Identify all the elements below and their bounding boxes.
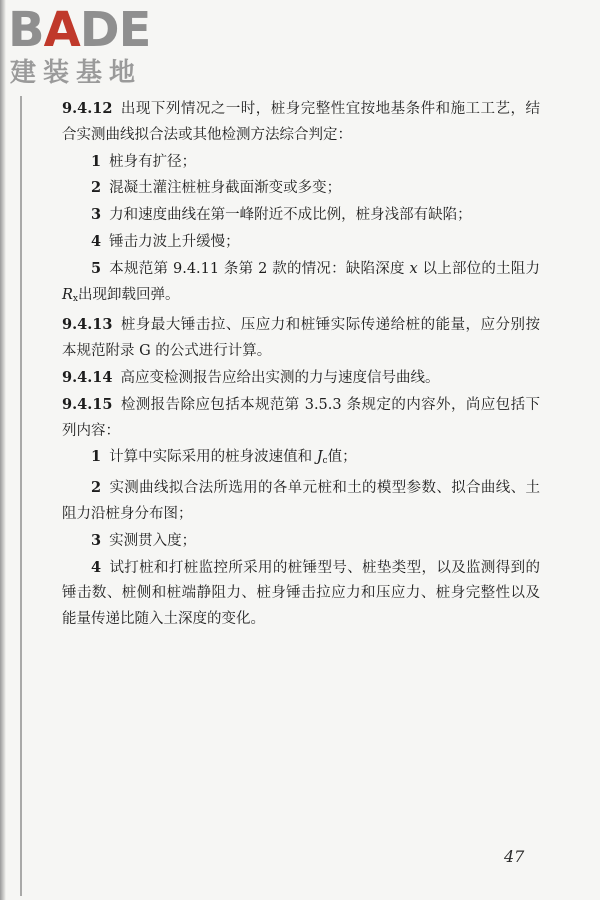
item-text-part: 以上部位的土阻力 — [422, 260, 541, 277]
logo-letter-a: A — [43, 2, 80, 58]
list-item — [62, 555, 540, 633]
item-text-part: 本规范第 9.4.11 条第 2 款的情况：缺陷深度 — [109, 260, 405, 277]
list-item — [62, 256, 540, 313]
item-number: 5 — [91, 259, 102, 277]
item-number: 4 — [91, 558, 102, 576]
list-item — [62, 175, 540, 202]
list-item — [62, 444, 540, 475]
item-number: 3 — [91, 206, 102, 224]
list-item — [62, 149, 540, 176]
item-text: 实测曲线拟合法所选用的各单元桩和土的模型参数、拟合曲线、土阻力沿桩身分布图； — [62, 480, 540, 522]
book-spine-shadow — [0, 0, 6, 900]
logo-wordmark — [8, 4, 150, 56]
clause-number: 9.4.13 — [62, 316, 113, 334]
list-item — [62, 229, 540, 256]
clause-text: 桩身最大锤击拉、压应力和桩锤实际传递给桩的能量，应分别按本规范附录 G 的公式进行计算。 — [62, 317, 540, 360]
binding-edge-line — [20, 96, 22, 896]
page-number: 47 — [504, 847, 525, 866]
clause-text: 高应变检测报告应给出实测的力与速度信号曲线。 — [120, 369, 440, 386]
clause-text: 出现下列情况之一时，桩身完整性宜按地基条件和施工工艺，结合实测曲线拟合法或其他检测方法综合判定： — [62, 101, 540, 143]
logo-letters-de: DE — [79, 2, 151, 58]
list-item — [62, 202, 540, 229]
clause-9-4-14 — [62, 365, 540, 392]
item-text: 混凝土灌注桩桩身截面渐变或多变； — [109, 180, 342, 197]
item-text-part: 计算中实际采用的桩身波速值和 — [109, 449, 313, 466]
clause-9-4-15 — [62, 392, 540, 445]
list-item — [62, 528, 540, 555]
item-number: 1 — [91, 448, 102, 466]
item-text-part: 出现卸载回弹。 — [78, 286, 180, 303]
clause-9-4-12 — [62, 96, 540, 149]
clause-number: 9.4.15 — [62, 395, 113, 413]
math-variable: R — [62, 286, 73, 303]
page-body — [62, 96, 540, 633]
item-text: 锤击力波上升缓慢； — [109, 233, 240, 250]
clause-9-4-13 — [62, 312, 540, 365]
clause-text: 检测报告除应包括本规范第 3.5.3 条规定的内容外，尚应包括下列内容： — [62, 396, 540, 439]
math-subscript: x — [72, 293, 78, 304]
math-subscript: c — [322, 456, 328, 467]
math-variable: x — [409, 260, 418, 277]
item-text: 试打桩和打桩监控所采用的桩锤型号、桩垫类型，以及监测得到的锤击数、桩侧和桩端静阻力、桩身锤击拉应力和压应力、桩身完整性以及能量传递比随入土深度的变化。 — [62, 559, 540, 628]
bade-logo — [8, 4, 178, 90]
math-variable: J — [316, 449, 323, 466]
logo-subtitle: 建装基地 — [10, 58, 143, 88]
clause-number: 9.4.14 — [62, 368, 113, 386]
list-item — [62, 475, 540, 528]
item-number: 3 — [91, 531, 102, 549]
item-number: 2 — [91, 479, 102, 497]
item-text: 桩身有扩径； — [109, 153, 197, 170]
logo-letter-b: B — [8, 2, 44, 58]
item-number: 2 — [91, 179, 102, 197]
item-number: 4 — [91, 232, 102, 250]
clause-number: 9.4.12 — [62, 100, 113, 117]
item-text-part: 值； — [327, 449, 357, 466]
item-number: 1 — [91, 152, 102, 170]
item-text: 实测贯入度； — [109, 532, 197, 549]
item-text: 力和速度曲线在第一峰附近不成比例，桩身浅部有缺陷； — [109, 207, 472, 224]
